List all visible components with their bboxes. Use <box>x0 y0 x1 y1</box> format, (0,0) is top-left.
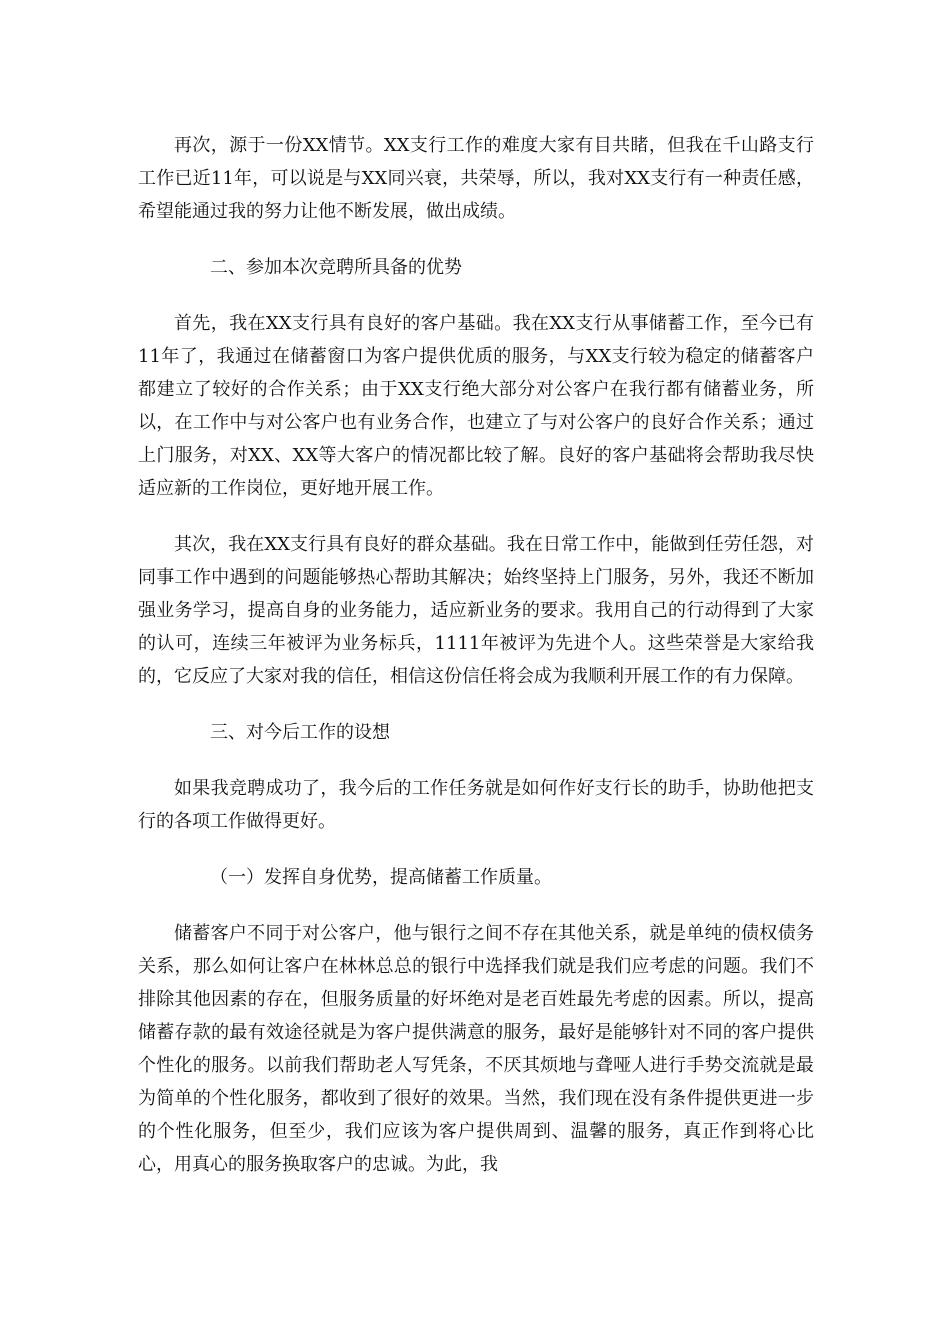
paragraph-motivation: 再次，源于一份XX情节。XX支行工作的难度大家有目共睹，但我在千山路支行工作已近11年，可以说是与XX同兴衰，共荣辱，所以，我对XX支行有一种责任感，希望能通过我的努力让他不断发展，做出成绩。 <box>138 135 814 222</box>
paragraph-savings-service: 储蓄客户不同于对公客户，他与银行之间不存在其他关系，就是单纯的债权债务关系，那么如何让客户在林林总总的银行中选择我们就是我们应考虑的问题。我们不排除其他因素的存在，但服务质量的好坏绝对是老百姓最先考虑的因素。所以，提高储蓄存款的最有效途径就是为客户提供满意的服务，最好是能够针对不同的客户提供个性化的服务。以前我们帮助老人写凭条，不厌其烦地与聋哑人进行手势交流就是最为简单的个性化服务，都收到了很好的效果。当然，我们现在没有条件提供更进一步的个性化服务，但至少，我们应该为客户提供周到、温馨的服务，真正作到将心比心，用真心的服务换取客户的忠诚。为此，我 <box>138 923 814 1175</box>
paragraph-future-role: 如果我竞聘成功了，我今后的工作任务就是如何作好支行长的助手，协助他把支行的各项工作做得更好。 <box>138 778 814 832</box>
paragraph-customer-base: 首先，我在XX支行具有良好的客户基础。我在XX支行从事储蓄工作，至今已有11年了，我通过在储蓄窗口为客户提供优质的服务，与XX支行较为稳定的储蓄客户都建立了较好的合作关系；由于XX支行绝大部分对公客户在我行都有储蓄业务，所以，在工作中与对公客户也有业务合作，也建立了与对公客户的良好合作关系；通过上门服务，对XX、XX等大客户的情况都比较了解。良好的客户基础将会帮助我尽快适应新的工作岗位，更好地开展工作。 <box>138 313 814 499</box>
section-heading-advantages: 二、参加本次竞聘所具备的优势 <box>210 257 462 278</box>
paragraph-mass-base: 其次，我在XX支行具有良好的群众基础。我在日常工作中，能做到任劳任怨，对同事工作中遇到的问题能够热心帮助其解决；始终坚持上门服务，另外，我还不断加强业务学习，提高自身的业务能力，适应新业务的要求。我用自己的行动得到了大家的认可，连续三年被评为业务标兵，1111年被评为先进个人。这些荣誉是大家给我的，它反应了大家对我的信任，相信这份信任将会成为我顺利开展工作的有力保障。 <box>138 534 814 687</box>
section-heading-future-plans: 三、对今后工作的设想 <box>210 722 390 743</box>
subsection-heading-savings-quality: （一）发挥自身优势，提高储蓄工作质量。 <box>210 867 552 888</box>
document-page <box>138 129 814 1204</box>
